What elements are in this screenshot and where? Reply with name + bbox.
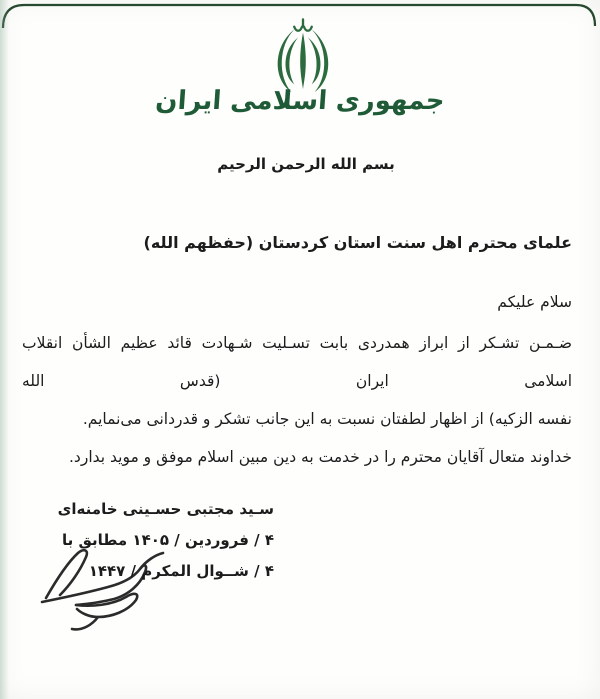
addressee-line: علمای محترم اهل سنت استان کردستان (حفظهم الله) bbox=[143, 233, 572, 252]
body-line-3: خداوند متعال آقایان محترم را در خدمت به دین مبین اسلام موفق و موید بدارد. bbox=[69, 448, 572, 466]
signature-block bbox=[30, 494, 274, 587]
iran-emblem-icon bbox=[266, 16, 340, 94]
signature-date-solar: ۴ / فروردین / ۱۴۰۵ مطابق با bbox=[62, 531, 274, 549]
bismillah-text: بسم الله الرحمن الرحیم bbox=[217, 155, 395, 173]
body-line-2: نفسه الزکیه) از اظهار لطفتان نسبت به این جانب تشکر و قدردانی می‌نمایم. bbox=[82, 410, 572, 428]
signature-date-lunar: ۴ / شــوال المکرم / ۱۴۴۷ bbox=[88, 562, 274, 580]
calligraphy-title: جمهوری اسلامی ایران bbox=[154, 86, 446, 116]
signatory-name: سـید مجتبی حسـینی خامنه‌ای bbox=[57, 500, 274, 518]
letter-body bbox=[22, 229, 572, 476]
body-line-1: ضـمـن تشـکر از ابراز همدردی بابت تسـلیت شـهادت قائد عظیم الشأن انقلاب اسلامی ایران (قدس الله bbox=[22, 334, 572, 390]
salutation-line: سلام علیکم bbox=[497, 293, 572, 311]
